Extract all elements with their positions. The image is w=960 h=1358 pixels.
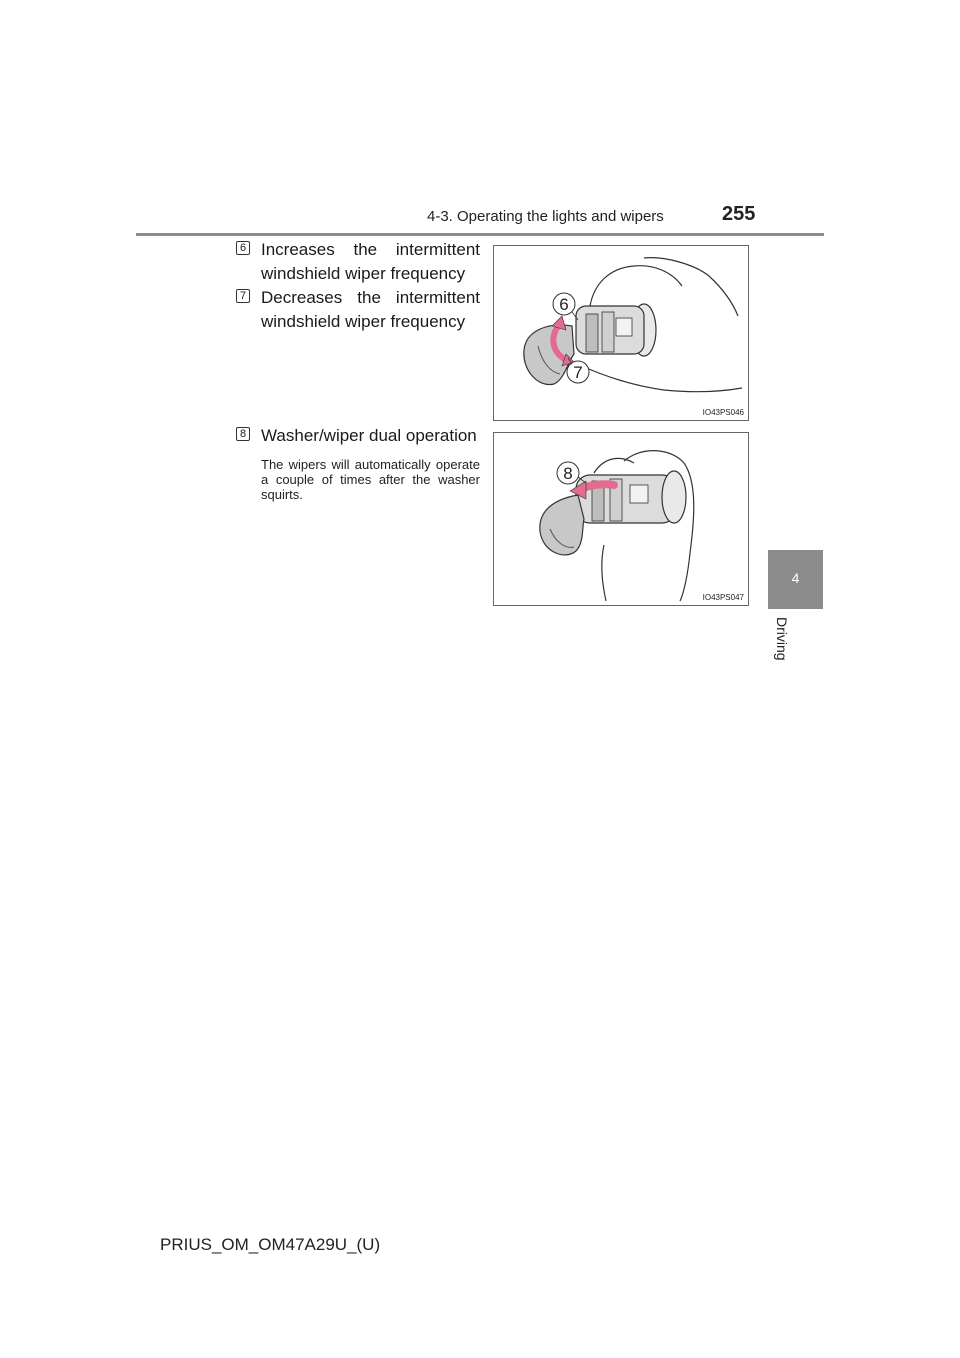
callout-6: 6 <box>559 295 569 314</box>
callout-7: 7 <box>573 363 583 382</box>
item-note: The wipers will automatically operate a couple of times after the washer squirts. <box>261 457 480 502</box>
item-text: Increases the intermittent windshield wiper frequency <box>261 240 480 283</box>
item-marker: 7 <box>236 289 250 303</box>
item-text: Decreases the intermittent windshield wiper frequency <box>261 288 480 331</box>
item-text: Washer/wiper dual operation <box>261 426 477 445</box>
item-marker: 6 <box>236 241 250 255</box>
callout-8: 8 <box>563 464 573 483</box>
list-item <box>236 424 480 502</box>
chapter-tab-number: 4 <box>791 570 800 586</box>
washer-figure <box>493 432 749 606</box>
page-number: 255 <box>722 203 756 225</box>
header-divider <box>136 233 824 236</box>
list-item <box>236 238 480 286</box>
chapter-tab-label: Driving <box>774 617 790 661</box>
list-item <box>236 286 480 334</box>
figure-code: IO43PS046 <box>702 408 744 417</box>
washer-lever-illustration <box>494 433 748 605</box>
wiper-frequency-figure <box>493 245 749 421</box>
document-code: PRIUS_OM_OM47A29U_(U) <box>160 1235 381 1254</box>
figure-code: IO43PS047 <box>702 593 744 602</box>
section-title: 4-3. Operating the lights and wipers <box>427 208 664 225</box>
wiper-lever-illustration <box>494 246 748 420</box>
item-marker: 8 <box>236 427 250 441</box>
